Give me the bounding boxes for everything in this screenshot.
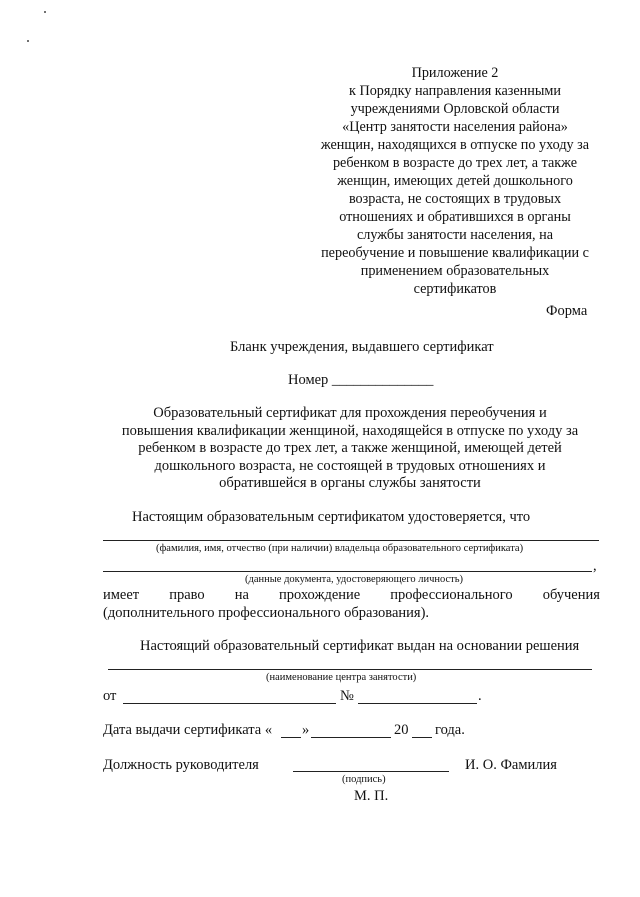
owner-name-line <box>103 540 599 541</box>
issue-year-line <box>412 737 432 738</box>
from-label: от <box>103 688 117 704</box>
manager-position: Должность руководителя <box>103 757 259 773</box>
appendix-line: переобучение и повышение квалификации с <box>321 245 589 261</box>
title-line: обратившейся в органы службы занятости <box>219 475 481 491</box>
document-data-line <box>103 571 592 572</box>
issue-century: 20 <box>394 722 409 738</box>
issue-day-line <box>281 737 301 738</box>
seal-place: М. П. <box>354 788 389 804</box>
issued-basis-text: Настоящий образовательный сертификат выдан на основании решения <box>140 638 580 654</box>
employment-center-caption: (наименование центра занятости) <box>266 672 417 683</box>
word: обучения <box>542 587 600 603</box>
issue-month-line <box>311 737 391 738</box>
appendix-line: Приложение 2 <box>411 65 499 81</box>
signature-caption: (подпись) <box>342 774 386 785</box>
issuer-blank-label: Бланк учреждения, выдавшего сертификат <box>230 339 494 355</box>
period: . <box>478 688 482 704</box>
employment-center-line <box>108 669 592 670</box>
signature-line <box>293 771 449 772</box>
word: право <box>169 587 205 603</box>
scan-speck <box>44 11 46 13</box>
appendix-line: учреждениями Орловской области <box>350 101 560 117</box>
issue-date-close-quote: » <box>302 722 310 738</box>
appendix-line: сертификатов <box>413 281 497 297</box>
word: прохождение <box>278 587 361 603</box>
word: имеет <box>103 587 140 603</box>
issue-year-word: года. <box>435 722 465 738</box>
title-line: Образовательный сертификат для прохождения переобучения и <box>153 405 547 421</box>
issue-date-label: Дата выдачи сертификата « <box>103 722 273 738</box>
document-data-caption: (данные документа, удостоверяющего личность) <box>245 574 464 585</box>
appendix-line: к Порядку направления казенными <box>349 83 561 99</box>
number-sign: № <box>340 688 354 704</box>
word: профессионального <box>390 587 513 603</box>
manager-name: И. О. Фамилия <box>465 757 557 773</box>
appendix-line: применением образовательных <box>360 263 550 279</box>
appendix-line: женщин, находящихся в отпуске по уходу за <box>320 137 590 153</box>
title-line: повышения квалификации женщиной, находящейся в отпуске по уходу за <box>121 422 579 439</box>
title-line: ребенком в возрасте до трех лет, а также женщиной, имеющей детей <box>138 440 562 456</box>
right-statement-line-2: (дополнительного профессионального образования). <box>103 605 430 621</box>
comma: , <box>593 558 597 574</box>
form-label: Форма <box>546 303 588 319</box>
owner-name-caption: (фамилия, имя, отчество (при наличии) владельца образовательного сертификата) <box>156 543 524 554</box>
scan-speck <box>27 40 29 42</box>
appendix-line: ребенком в возрасте до трех лет, а также <box>332 155 578 171</box>
word: на <box>234 587 249 603</box>
appendix-line: женщин, имеющих детей дошкольного <box>337 173 573 189</box>
decision-number-line <box>358 703 477 704</box>
appendix-line: службы занятости населения, на <box>356 227 554 243</box>
certificate-number-label: Номер ______________ <box>288 372 434 388</box>
appendix-line: отношениях и обратившихся в органы <box>339 209 571 225</box>
certificate-title <box>100 405 600 493</box>
appendix-line: возраста, не состоящих в трудовых <box>348 191 562 207</box>
decision-date-line <box>123 703 336 704</box>
right-statement-line <box>103 587 600 604</box>
appendix-header <box>305 64 605 298</box>
appendix-line: «Центр занятости населения района» <box>342 119 568 135</box>
title-line: дошкольного возраста, не состоящей в трудовых отношениях и <box>154 457 546 474</box>
certify-text: Настоящим образовательным сертификатом удостоверяется, что <box>132 509 531 525</box>
